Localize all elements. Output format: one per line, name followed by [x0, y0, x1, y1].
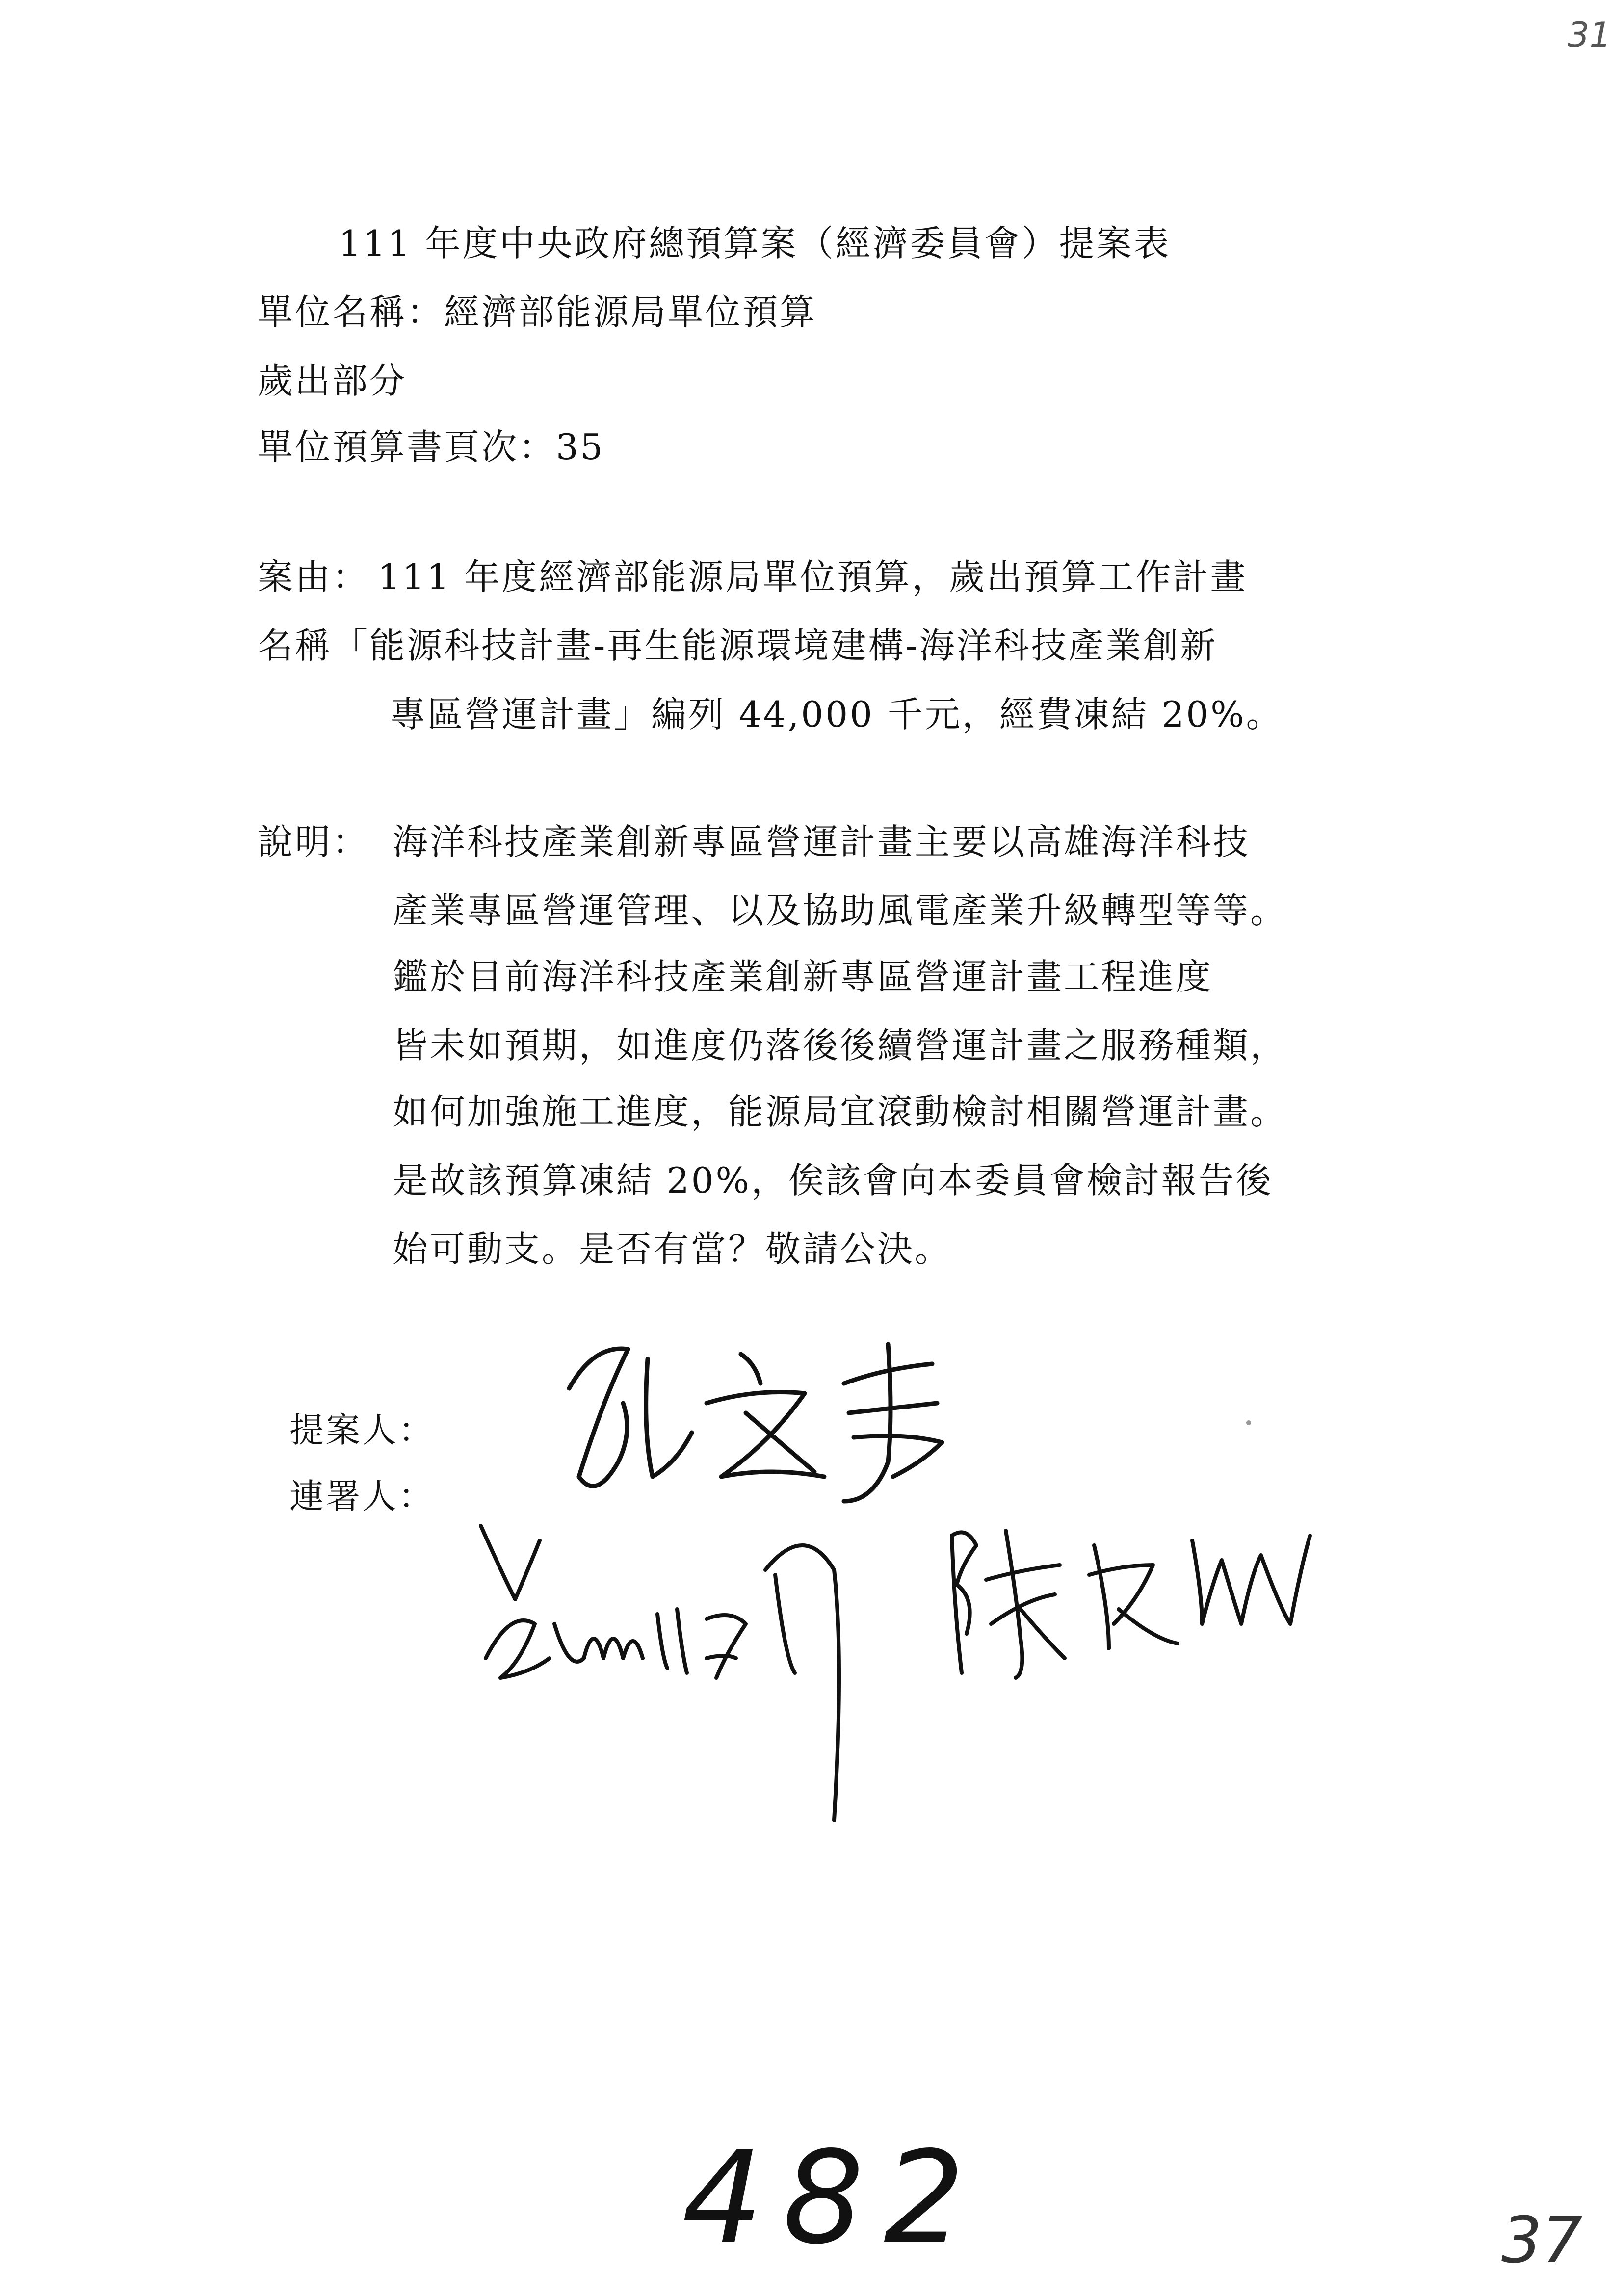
scan-speck: [1246, 1420, 1251, 1425]
handwritten-page-number: 482: [682, 2124, 985, 2272]
explanation-line: 皆未如預期，如進度仍落後後續營運計畫之服務種類，: [393, 1025, 1288, 1066]
proposer-signature: [550, 1315, 981, 1521]
explanation-line: 海洋科技產業創新專區營運計畫主要以高雄海洋科技: [393, 821, 1251, 862]
corner-number-top: 31: [1568, 15, 1612, 55]
explanation-label: 說明：: [258, 821, 370, 862]
explanation-line: 如何加強施工進度，能源局宜滾動檢討相關營運計畫。: [393, 1091, 1288, 1132]
cosigner-signature: [471, 1511, 888, 1830]
explanation-line: 是故該預算凍結 20%，俟該會向本委員會檢討報告後: [393, 1160, 1273, 1201]
section-label: 歲出部分: [258, 360, 407, 401]
proposer-label: 提案人：: [289, 1410, 435, 1450]
cosigner-signature: [947, 1511, 1320, 1688]
budget-page: 單位預算書頁次：35: [258, 426, 605, 468]
case-label: 案由：: [258, 556, 370, 598]
explanation-line: 產業專區營運管理、以及協助風電產業升級轉型等等。: [393, 890, 1288, 931]
case-line: 111 年度經濟部能源局單位預算，歲出預算工作計畫: [378, 556, 1248, 598]
explanation-line: 始可動支。是否有當？敬請公決。: [393, 1228, 952, 1270]
corner-number-bottom: 37: [1501, 2203, 1583, 2277]
case-line: 專區營運計畫」編列 44,000 千元，經費凍結 20%。: [390, 694, 1283, 735]
case-line: 名稱「能源科技計畫-再生能源環境建構-海洋科技產業創新: [258, 625, 1218, 666]
cosigner-label: 連署人：: [289, 1476, 435, 1516]
document-title: 111 年度中央政府總預算案（經濟委員會）提案表: [339, 223, 1171, 264]
explanation-line: 鑑於目前海洋科技產業創新專區營運計畫工程進度: [393, 956, 1213, 997]
unit-name: 單位名稱：經濟部能源局單位預算: [258, 291, 817, 333]
